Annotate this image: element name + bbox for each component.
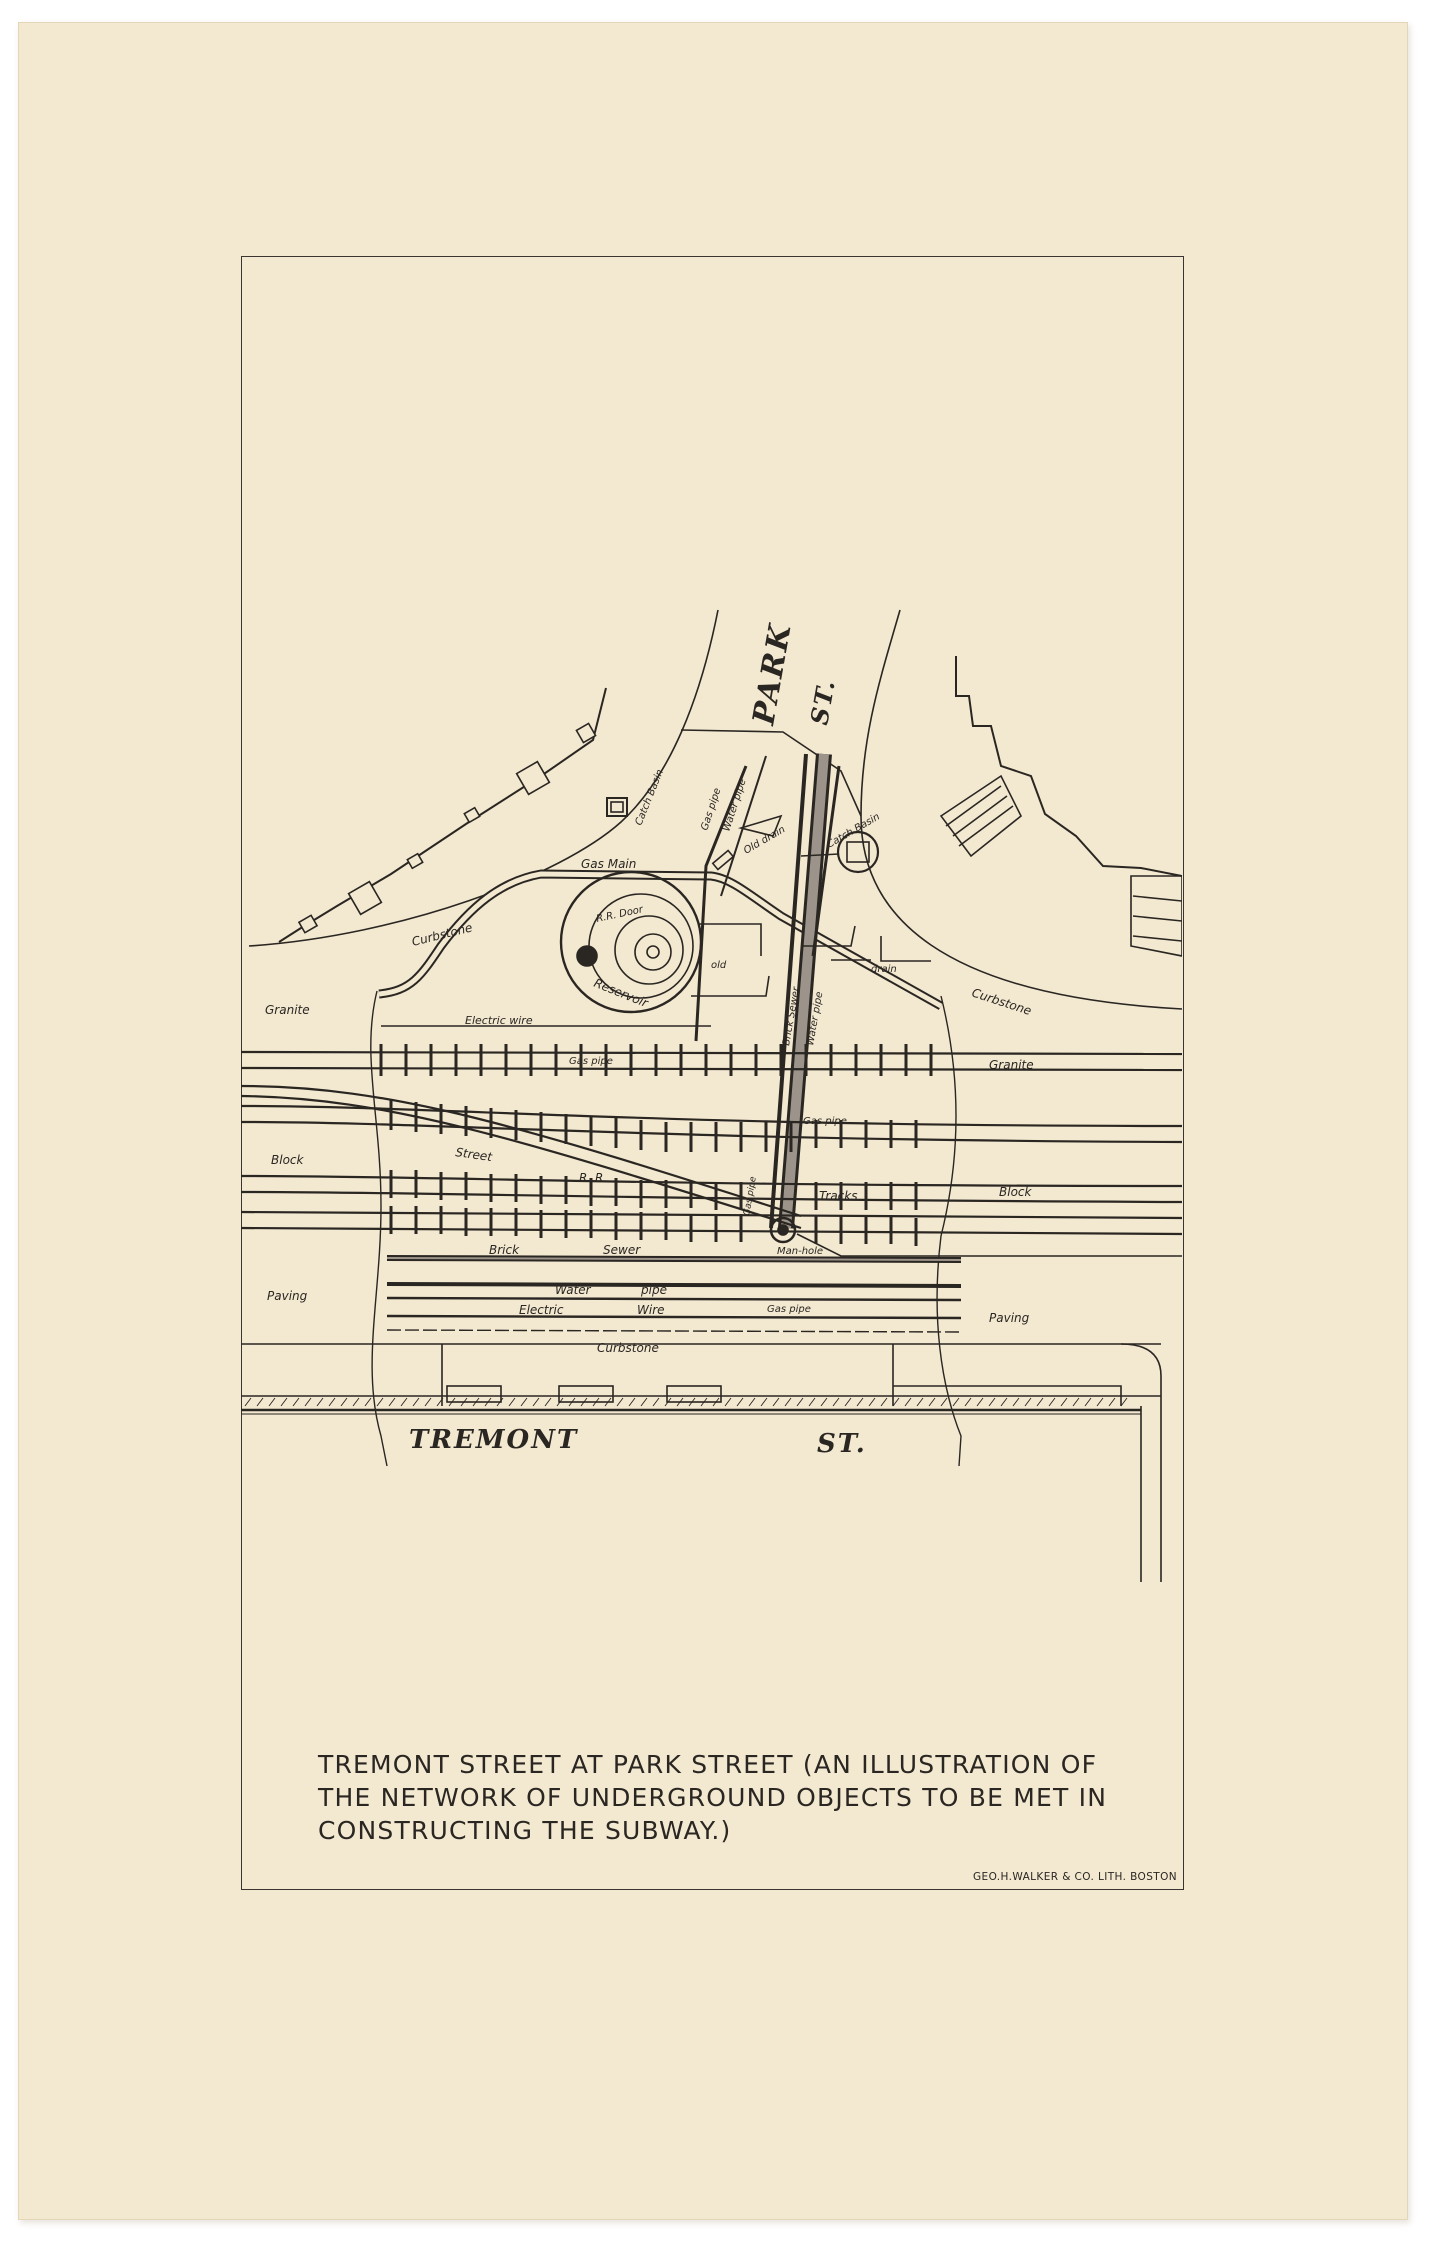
- old-drain-label: Old drain: [742, 824, 788, 857]
- block-right-label: Block: [999, 1185, 1032, 1199]
- water-label: Water: [555, 1283, 591, 1297]
- park-street-label: PARK: [746, 620, 799, 728]
- park-st-east-curb: [861, 610, 1182, 1009]
- street-rr-label: Street: [454, 1145, 493, 1165]
- catch-basin-left-label: Catch Basin: [633, 767, 667, 828]
- catch-basin-right-label: Catch Basin: [825, 811, 882, 851]
- caption-line-1: TREMONT STREET AT PARK STREET (AN ILLUSTRATION OF: [318, 1750, 1098, 1779]
- paving-left-label: Paving: [267, 1289, 308, 1303]
- brick-sewer-vertical-label: Brick Sewer: [781, 986, 803, 1047]
- curbstone-bottom-label: Curbstone: [597, 1341, 659, 1355]
- gas-pipe-3-label: Gas pipe: [742, 1175, 759, 1217]
- manhole-label: Man-hole: [777, 1246, 824, 1257]
- gas-pipe-2-label: Gas pipe: [803, 1116, 847, 1127]
- granite-left-label: Granite: [265, 1003, 310, 1017]
- rr-label: R. R.: [579, 1171, 608, 1185]
- brick-label: Brick: [489, 1243, 520, 1257]
- park-street-st-label: ST.: [804, 676, 841, 728]
- water-pipe-vertical-label: Water pipe: [805, 990, 826, 1047]
- curbstone-right-label: Curbstone: [970, 985, 1034, 1018]
- sewer-label: Sewer: [603, 1243, 641, 1257]
- street-plan-map: [241, 256, 1182, 1888]
- old-label: old: [711, 960, 727, 971]
- granite-right-label: Granite: [989, 1058, 1034, 1072]
- caption-line-3: CONSTRUCTING THE SUBWAY.): [318, 1816, 732, 1845]
- gas-pipe-1-label: Gas pipe: [569, 1056, 613, 1067]
- caption-line-2: THE NETWORK OF UNDERGROUND OBJECTS TO BE MET IN: [318, 1783, 1108, 1812]
- rr-door-label: R.R. Door: [595, 904, 645, 925]
- paving-right-label: Paving: [989, 1311, 1030, 1325]
- reservoir-label: Reservoir: [591, 975, 650, 1011]
- map-caption: [318, 1748, 1118, 1847]
- curbstone-left-label: Curbstone: [410, 920, 474, 949]
- electric-label: Electric: [519, 1303, 564, 1317]
- drain-label: drain: [871, 964, 897, 975]
- gas-pipe-top-label: Gas pipe: [699, 786, 724, 832]
- lithographer-credit: GEO.H.WALKER & CO. LITH. BOSTON: [973, 1871, 1177, 1883]
- gas-main-label: Gas Main: [581, 857, 637, 871]
- block-left-label: Block: [271, 1153, 304, 1167]
- tremont-street-label: TREMONT: [409, 1425, 579, 1455]
- gas-pipe-4-label: Gas pipe: [767, 1304, 811, 1315]
- tremont-street-st-label: ST.: [817, 1429, 867, 1459]
- pipe-label: pipe: [641, 1283, 667, 1297]
- tracks-label: Tracks: [819, 1189, 858, 1203]
- wire-label: Wire: [637, 1303, 665, 1317]
- electric-wire-top-label: Electric wire: [465, 1014, 533, 1027]
- water-pipe-top-label: Water pipe: [721, 777, 749, 833]
